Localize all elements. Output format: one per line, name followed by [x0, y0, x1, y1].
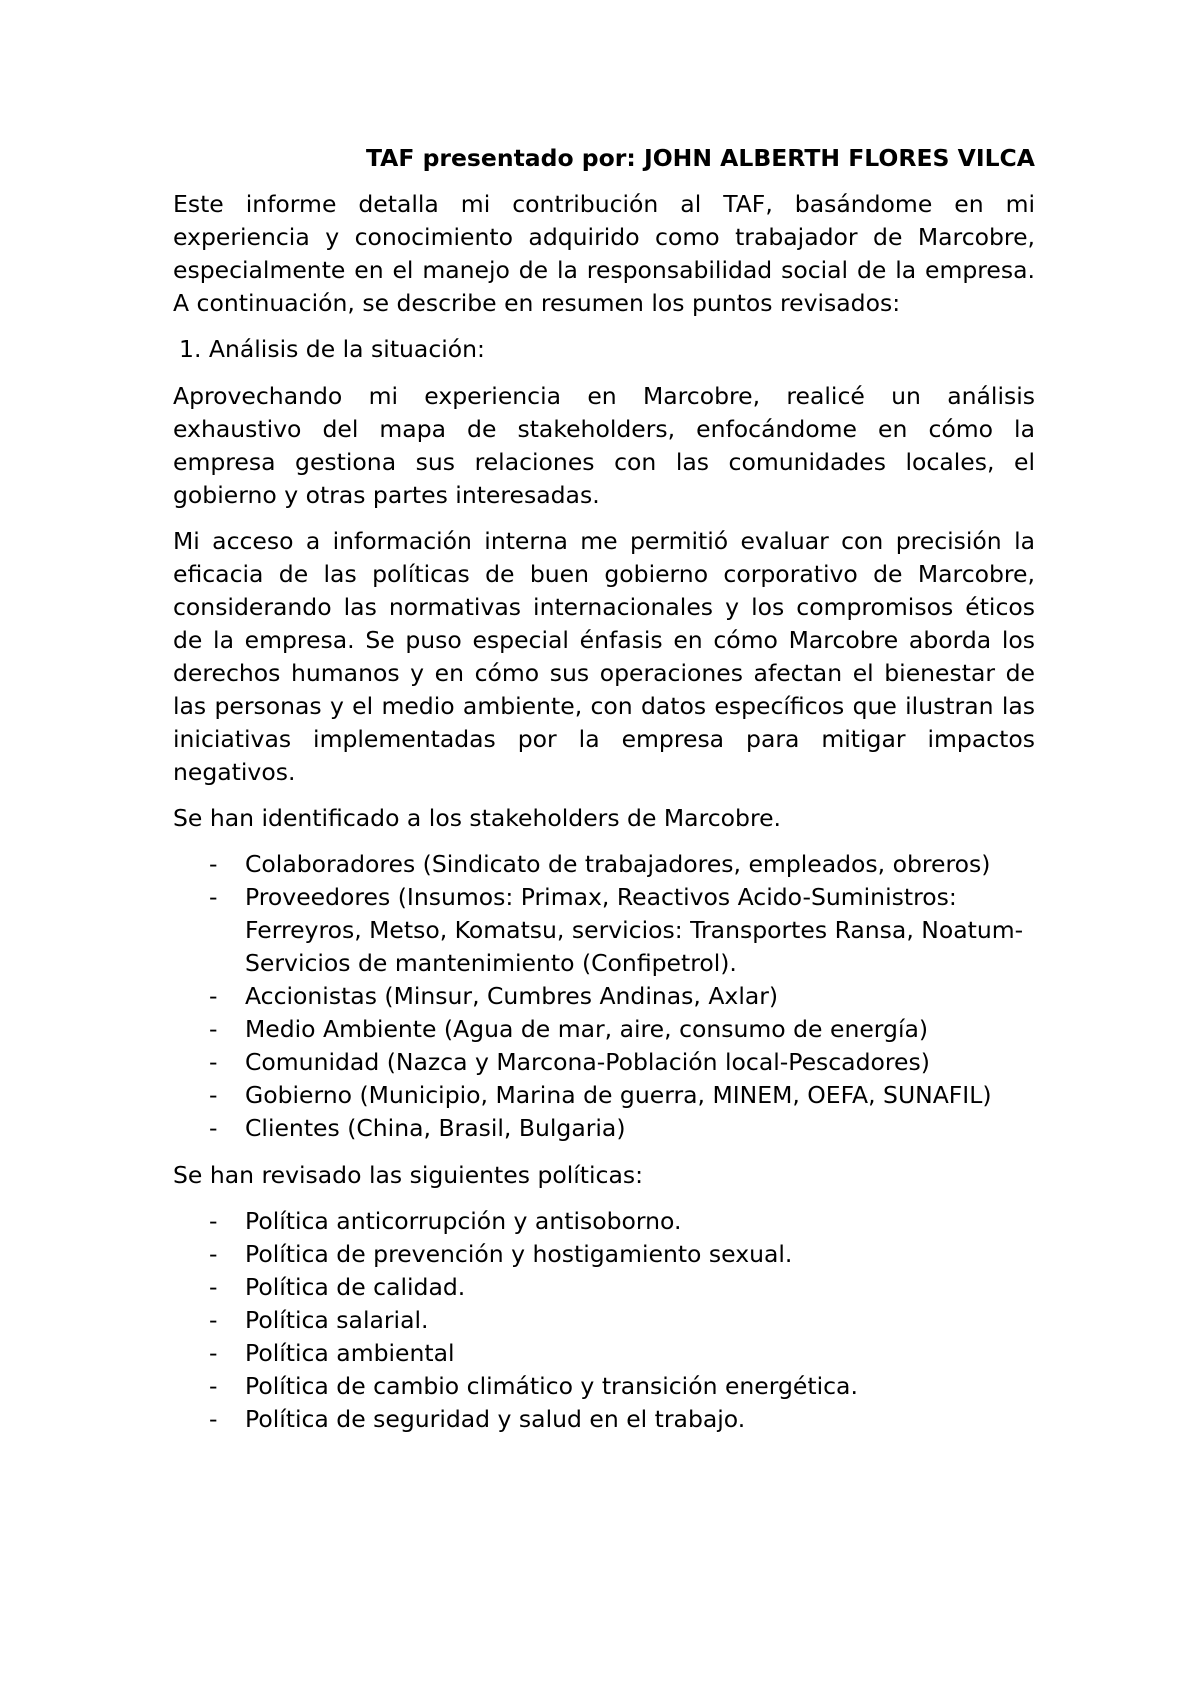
stakeholder-text: Accionistas (Minsur, Cumbres Andinas, Axlar) — [245, 982, 779, 1010]
list-item — [173, 1013, 1035, 1046]
stakeholders-intro: Se han identificado a los stakeholders de Marcobre. — [173, 804, 782, 832]
dash-bullet: - — [209, 850, 218, 878]
list-item — [173, 848, 1035, 881]
dash-bullet: - — [209, 1405, 218, 1433]
dash-bullet: - — [209, 1306, 218, 1334]
list-item — [173, 1271, 1035, 1304]
list-item — [173, 1112, 1035, 1145]
list-item — [173, 1046, 1035, 1079]
policy-text: Política salarial. — [245, 1306, 429, 1334]
stakeholder-text: Medio Ambiente (Agua de mar, aire, consumo de energía) — [245, 1015, 929, 1043]
list-item — [173, 1205, 1035, 1238]
dash-bullet: - — [209, 982, 218, 1010]
policy-text: Política de calidad. — [245, 1273, 466, 1301]
stakeholders-list — [173, 848, 1035, 1145]
dash-bullet: - — [209, 883, 218, 911]
policy-text: Política de seguridad y salud en el trabajo. — [245, 1405, 746, 1433]
policy-text: Política de prevención y hostigamiento sexual. — [245, 1240, 793, 1268]
list-item — [173, 1079, 1035, 1112]
document-title: TAF presentado por: JOHN ALBERTH FLORES VILCA — [365, 144, 1035, 172]
list-item — [173, 1304, 1035, 1337]
stakeholder-text: Proveedores (Insumos: Primax, Reactivos Acido-Suministros: Ferreyros, Metso, Komatsu, servicios: Transportes Ransa, Noatum- Servicios de mantenimiento (Confipetrol). — [245, 883, 1024, 977]
dash-bullet: - — [209, 1339, 218, 1367]
dash-bullet: - — [209, 1048, 218, 1076]
analysis-paragraph-1: Aprovechando mi experiencia en Marcobre, realicé un análisis exhaustivo del mapa de stakeholders, enfocándome en cómo la empresa gestiona sus relaciones con las comunidades locales, el gobierno y otras partes interesadas. — [173, 382, 1035, 509]
list-item — [173, 1370, 1035, 1403]
dash-bullet: - — [209, 1273, 218, 1301]
stakeholder-text: Gobierno (Municipio, Marina de guerra, MINEM, OEFA, SUNAFIL) — [245, 1081, 992, 1109]
stakeholder-text: Comunidad (Nazca y Marcona-Población local-Pescadores) — [245, 1048, 930, 1076]
list-item — [173, 1337, 1035, 1370]
stakeholder-text: Clientes (China, Brasil, Bulgaria) — [245, 1114, 626, 1142]
list-item — [173, 980, 1035, 1013]
policies-intro: Se han revisado las siguientes políticas: — [173, 1161, 644, 1189]
policies-list — [173, 1205, 1035, 1436]
dash-bullet: - — [209, 1207, 218, 1235]
stakeholder-text: Colaboradores (Sindicato de trabajadores, empleados, obreros) — [245, 850, 991, 878]
dash-bullet: - — [209, 1240, 218, 1268]
dash-bullet: - — [209, 1081, 218, 1109]
analysis-paragraph-2: Mi acceso a información interna me permitió evaluar con precisión la eficacia de las políticas de buen gobierno corporativo de Marcobre, considerando las normativas internacionales y los compromisos éticos de la empresa. Se puso especial énfasis en cómo Marcobre aborda los derechos humanos y en cómo sus operaciones afectan el bienestar de las personas y el medio ambiente, con datos específicos que ilustran las iniciativas implementadas por la empresa para mitigar impactos negativos. — [173, 527, 1035, 786]
document-body — [173, 138, 1035, 1450]
dash-bullet: - — [209, 1015, 218, 1043]
list-item — [173, 1403, 1035, 1436]
policy-text: Política ambiental — [245, 1339, 455, 1367]
intro-paragraph: Este informe detalla mi contribución al TAF, basándome en mi experiencia y conocimiento adquirido como trabajador de Marcobre, especialmente en el manejo de la responsabilidad social de la empresa. A continuación, se describe en resumen los puntos revisados: — [173, 190, 1035, 317]
list-item — [173, 1238, 1035, 1271]
section-heading-1: 1. Análisis de la situación: — [179, 335, 485, 363]
dash-bullet: - — [209, 1372, 218, 1400]
policy-text: Política anticorrupción y antisoborno. — [245, 1207, 682, 1235]
dash-bullet: - — [209, 1114, 218, 1142]
list-item — [173, 881, 1035, 980]
policy-text: Política de cambio climático y transición energética. — [245, 1372, 858, 1400]
